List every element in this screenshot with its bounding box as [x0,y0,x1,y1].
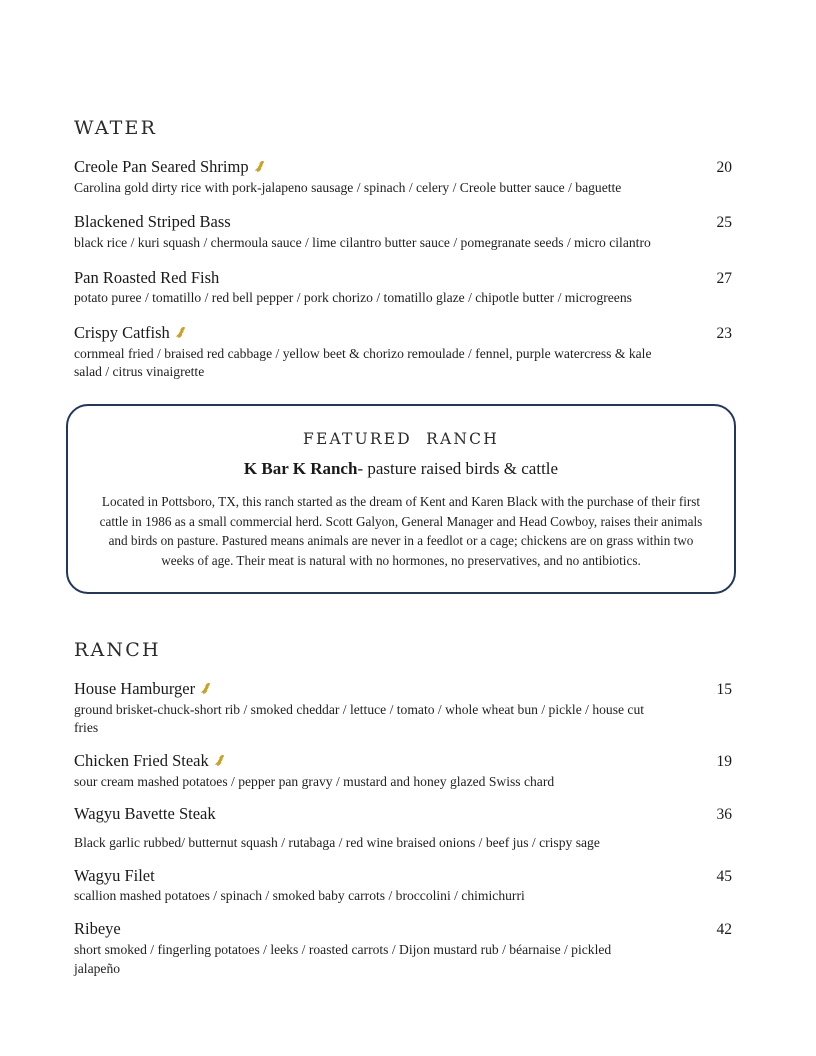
menu-item-header [74,804,732,825]
menu-item-price: 45 [716,867,732,885]
ranch-item-list [74,679,734,978]
menu-item-price: 19 [716,753,732,771]
water-section [74,118,734,397]
menu-item-price: 36 [716,806,732,824]
menu-item-description: potato puree / tomatillo / red bell pepper / pork chorizo / tomatillo glaze / chipotle butter / microgreens [74,290,632,306]
menu-item-header [74,866,732,887]
menu-item-header [74,268,732,289]
menu-item-description: sour cream mashed potatoes / pepper pan gravy / mustard and honey glazed Swiss chard [74,773,555,789]
menu-item-description: Carolina gold dirty rice with pork-jalapeno sausage / spinach / celery / Creole butter sauce / baguette [74,179,622,195]
featured-ranch-title: FEATURED RANCH [303,430,499,448]
ranch-section [74,640,734,991]
menu-item-description: scallion mashed potatoes / spinach / smoked baby carrots / broccolini / chimichurri [74,888,525,904]
menu-item-name-row [74,804,216,825]
menu-item-price: 27 [716,269,732,287]
menu-item-name: Chicken Fried Steak [74,751,209,771]
menu-item-name: Blackened Striped Bass [74,212,231,232]
menu-item-description: Black garlic rubbed/ butternut squash / rutabaga / red wine braised onions / beef jus / crispy sage [74,835,600,851]
menu-item-price: 25 [716,214,732,232]
menu-item-name-row [74,323,187,344]
menu-item-header [74,751,732,772]
menu-item-name-row [74,157,266,178]
section-heading-ranch: RANCH [74,639,161,661]
menu-item [74,679,734,738]
menu-item-price: 15 [716,680,732,698]
menu-item-name-row [74,919,121,940]
menu-item [74,804,734,852]
section-heading-water: WATER [74,117,158,139]
menu-item [74,919,734,978]
menu-item-description: ground brisket-chuck-short rib / smoked cheddar / lettuce / tomato / whole wheat bun / pickle / house cut fries [74,701,645,736]
menu-item-name: Pan Roasted Red Fish [74,267,220,287]
menu-item-header [74,679,732,700]
menu-item-name: Wagyu Filet [74,865,155,885]
featured-ranch-description: Located in Pottsboro, TX, this ranch started as the dream of Kent and Karen Black with the purchase of their first cattle in 1986 as a small commercial herd. Scott Galyon, General Manager and Head Cowboy, raises their animals and birds on pasture. Pastured means animals are never in a feedlot or a cage; chickens are on grass within two weeks of age. Their meat is natural with no hormones, no preservatives, and no antibiotics. [99,493,703,569]
featured-ranch-name: K Bar K Ranch [243,458,358,478]
menu-item-name-row [74,866,155,887]
menu-item-name: Crispy Catfish [74,323,170,343]
menu-item-name-row [74,679,212,700]
menu-item-price: 20 [716,158,732,176]
menu-item-description: black rice / kuri squash / chermoula sauce / lime cilantro butter sauce / pomegranate seeds / micro cilantro [74,234,651,250]
menu-item-name: Wagyu Bavette Steak [74,804,216,824]
menu-item-price: 23 [716,325,732,343]
wheat-sprig-icon [175,324,187,337]
menu-item [74,866,734,906]
menu-item [74,268,734,308]
menu-item-name-row [74,751,226,772]
menu-item-header [74,919,732,940]
featured-ranch-content [68,406,734,571]
menu-item [74,212,734,252]
menu-item [74,157,734,197]
menu-item-name: House Hamburger [74,678,196,698]
menu-item-price: 42 [716,921,732,939]
menu-item-name: Ribeye [74,919,121,939]
wheat-sprig-icon [254,158,266,171]
featured-ranch-box [66,404,736,594]
menu-item-name-row [74,268,219,289]
menu-item-name-row [74,212,231,233]
featured-ranch-subtitle [94,458,708,479]
menu-item-header [74,157,732,178]
menu-item-description: short smoked / fingerling potatoes / leeks / roasted carrots / Dijon mustard rub / béarnaise / pickled jalapeño [74,941,612,976]
menu-item-header [74,212,732,233]
menu-item [74,751,734,791]
menu-item [74,323,734,382]
water-item-list [74,157,734,382]
featured-ranch-tagline: - pasture raised birds & cattle [357,458,559,478]
wheat-sprig-icon [200,680,212,693]
menu-item-description: cornmeal fried / braised red cabbage / yellow beet & chorizo remoulade / fennel, purple watercress & kale salad / citrus vinaigrette [74,345,652,380]
menu-item-name: Creole Pan Seared Shrimp [74,156,249,176]
menu-item-header [74,323,732,344]
wheat-sprig-icon [214,752,226,765]
